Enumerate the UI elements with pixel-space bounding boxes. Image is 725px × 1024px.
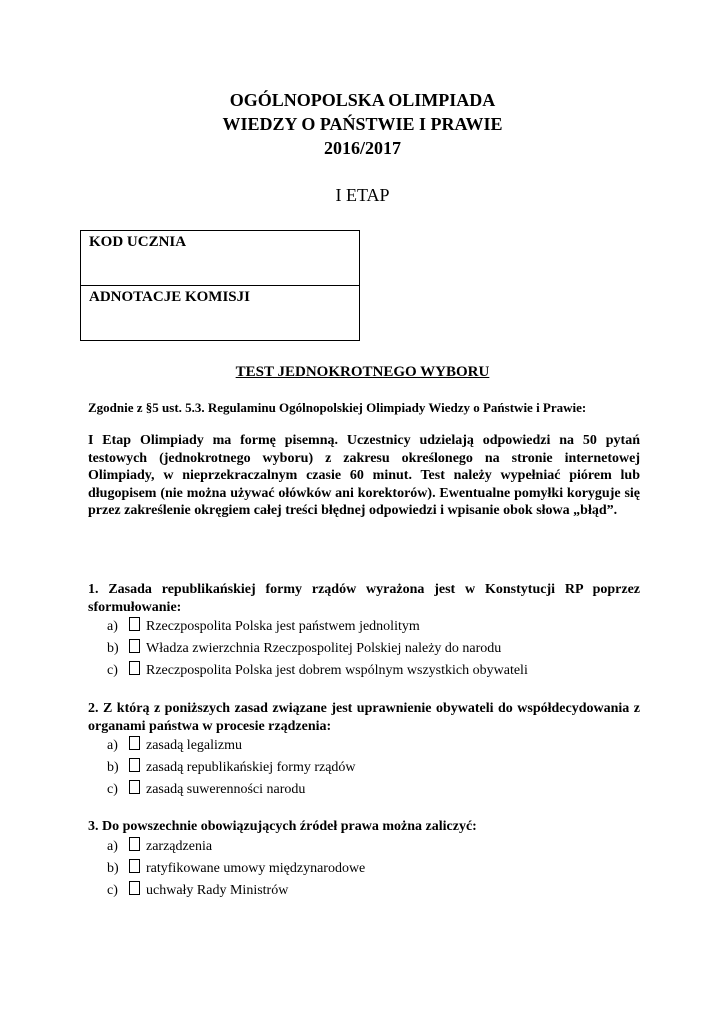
title-year: 2016/2017 [323, 138, 401, 158]
student-code-table [80, 230, 360, 341]
committee-notes-field[interactable]: ADNOTACJE KOMISJI [81, 286, 360, 341]
rule-reference: Zgodnie z §5 ust. 5.3. Regulaminu Ogólnopolskiej Olimpiady Wiedzy o Państwie i Prawie: [88, 400, 587, 415]
instructions-paragraph: I Etap Olimpiady ma formę pisemną. Uczestnicy udzielają odpowiedzi na 50 pytań testowych (jednokrotnego wyboru) z zakresu określonego na stronie internetowej Olimpiady, w nieprzekraczalnym czasie 60 minut. Test należy wypełniać piórem lub długopisem (nie można używać ołówków ani korektorów). Ewentualne pomyłki koryguje się przez zakreślenie okręgiem całej treści błędnej odpowiedzi i wpisanie obok słowa „błąd”. [88, 433, 640, 518]
document-title [0, 88, 725, 160]
checkbox-icon[interactable] [129, 881, 140, 895]
checkbox-icon[interactable] [129, 617, 140, 631]
option-text: zasadą suwerenności narodu [146, 782, 306, 797]
answer-option-1b[interactable] [107, 638, 640, 660]
answer-option-2b[interactable] [107, 757, 640, 779]
option-letter: a) [107, 738, 118, 753]
option-letter: a) [107, 619, 118, 634]
answer-option-1a[interactable] [107, 616, 640, 638]
question-3 [88, 818, 640, 902]
checkbox-icon[interactable] [129, 780, 140, 794]
answer-option-2a[interactable] [107, 735, 640, 757]
option-letter: b) [107, 641, 119, 656]
question-text: 2. Z którą z poniższych zasad związane jest uprawnienie obywateli do współdecydowania z organami państwa w procesie rządzenia: [88, 701, 640, 734]
option-letter: b) [107, 860, 119, 876]
question-text: 3. Do powszechnie obowiązujących źródeł prawa można zaliczyć: [88, 819, 477, 834]
option-letter: b) [107, 760, 119, 775]
title-line-1: OGÓLNOPOLSKA OLIMPIADA [229, 90, 496, 110]
question-2 [88, 700, 640, 801]
test-title: TEST JEDNOKROTNEGO WYBORU [235, 364, 490, 380]
answer-option-1c[interactable] [107, 660, 640, 682]
title-line-2: WIEDZY O PAŃSTWIE I PRAWIE [222, 114, 503, 134]
checkbox-icon[interactable] [129, 736, 140, 750]
answer-option-3c[interactable] [107, 880, 640, 902]
checkbox-icon[interactable] [129, 837, 140, 851]
option-letter: c) [107, 663, 118, 678]
question-1 [88, 581, 640, 682]
option-text: uchwały Rady Ministrów [146, 882, 289, 898]
option-letter: c) [107, 782, 118, 797]
option-letter: c) [107, 882, 118, 898]
option-text: ratyfikowane umowy międzynarodowe [146, 860, 366, 876]
option-text: Rzeczpospolita Polska jest dobrem wspólnym wszystkich obywateli [146, 663, 528, 678]
checkbox-icon[interactable] [129, 758, 140, 772]
answer-option-2c[interactable] [107, 779, 640, 801]
student-code-field[interactable]: KOD UCZNIA [81, 231, 360, 286]
checkbox-icon[interactable] [129, 661, 140, 675]
answer-option-3b[interactable] [107, 858, 640, 880]
option-letter: a) [107, 838, 118, 854]
checkbox-icon[interactable] [129, 639, 140, 653]
option-text: Władza zwierzchnia Rzeczpospolitej Polskiej należy do narodu [146, 641, 502, 656]
option-text: zarządzenia [146, 838, 213, 854]
answer-option-3a[interactable] [107, 836, 640, 858]
option-text: zasadą legalizmu [146, 738, 243, 753]
question-text: 1. Zasada republikańskiej formy rządów wyrażona jest w Konstytucji RP poprzez sformułowanie: [88, 582, 640, 615]
option-text: Rzeczpospolita Polska jest państwem jednolitym [146, 619, 420, 634]
option-text: zasadą republikańskiej formy rządów [146, 760, 356, 775]
checkbox-icon[interactable] [129, 859, 140, 873]
stage-label: I ETAP [335, 185, 390, 205]
